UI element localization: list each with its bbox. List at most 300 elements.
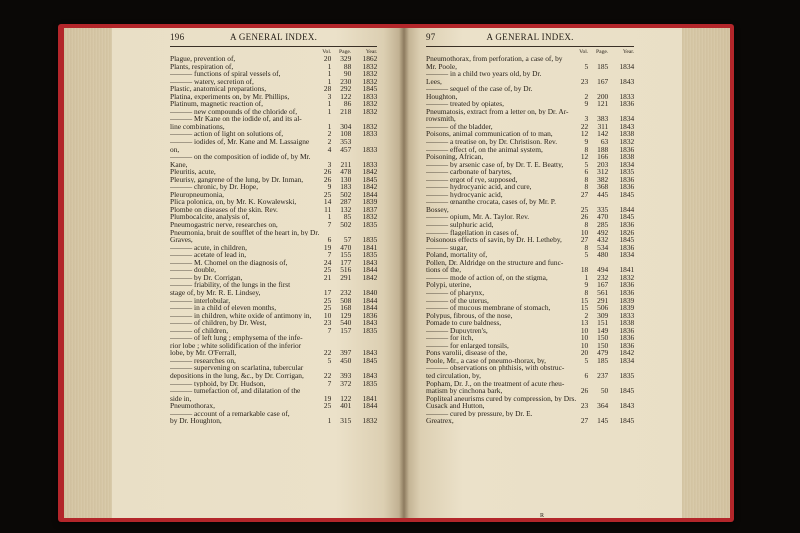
entry-text: ——— of mucous membrane of stomach, (426, 304, 551, 312)
entry-text: ——— hydrocyanic acid, and cure, (426, 183, 532, 191)
running-title: A GENERAL INDEX. (486, 32, 574, 42)
entry-year: 1843 (362, 348, 378, 358)
entry-text: side in, (170, 394, 192, 403)
entry-page: 88 (343, 61, 352, 71)
entry-page: 432 (597, 235, 609, 245)
entry-page: 502 (340, 189, 352, 199)
entry-volume: 15 (580, 295, 589, 305)
entry-year: 1844 (619, 204, 635, 214)
entry-text: ——— sugar, (426, 243, 468, 252)
entry-volume: 7 (327, 220, 332, 230)
entry-volume: 9 (327, 182, 332, 192)
entry-page: 285 (597, 220, 609, 230)
entry-page: 185 (597, 61, 609, 71)
entry-volume: 18 (580, 265, 589, 275)
entry-text: ——— of the uterus, (426, 296, 489, 305)
right-index-text (426, 34, 634, 425)
entry-volume: 12 (580, 129, 589, 139)
entry-text: ——— by Dr. Corrigan, (170, 273, 243, 282)
entry-text: line combinations, (170, 122, 225, 131)
entry-page: 150 (597, 340, 609, 350)
entry-text: Mr. Poole, (426, 62, 458, 71)
entry-page: 292 (340, 84, 352, 94)
entry-volume: 11 (324, 204, 332, 214)
entry-page: 309 (597, 310, 609, 320)
index-entry (426, 78, 634, 86)
entry-text: ——— M. Chomel on the diagnosis of, (170, 258, 288, 267)
entry-volume: 25 (580, 204, 589, 214)
index-entry (170, 357, 377, 365)
entry-year: 1843 (619, 76, 635, 86)
entry-page: 57 (343, 235, 352, 245)
entry-text: rowsmith, (426, 115, 456, 123)
entry-text: ——— observations on phthisis, with obstruc- (426, 364, 565, 372)
entry-year: 1837 (362, 204, 378, 214)
entry-year: 1841 (362, 393, 378, 403)
running-head (170, 34, 377, 45)
entry-text: Graves, (170, 236, 193, 244)
entry-text: ——— interlobular, (170, 296, 231, 305)
entry-text: Kane, (170, 160, 188, 169)
entry-text: ——— by arsenic case of, by Dr. T. E. Beatty, (426, 160, 564, 169)
entry-year: 1834 (619, 61, 635, 71)
entry-page: 211 (340, 159, 352, 169)
entry-text: Polypus, fibrous, of the nose, (426, 311, 513, 320)
entry-year: 1845 (619, 189, 635, 199)
entry-year: 1842 (362, 272, 378, 282)
entry-text: ——— œnanthe crocata, cases of, by Mr. P. (426, 198, 556, 206)
entry-volume: 7 (327, 378, 332, 388)
page-edges (64, 28, 112, 518)
left-index-text (170, 34, 377, 425)
entry-year: 1836 (619, 99, 635, 109)
entry-volume: 7 (327, 325, 332, 335)
entry-year: 1832 (362, 121, 378, 131)
entry-text: ——— for itch, (426, 334, 474, 342)
entry-volume: 20 (323, 54, 332, 63)
entry-page: 353 (340, 137, 352, 147)
entry-text: ——— action of light on solutions of, (170, 130, 284, 139)
entry-year: 1836 (619, 182, 635, 192)
entry-volume: 1 (327, 69, 332, 79)
entry-volume: 9 (584, 99, 589, 109)
entry-page: 311 (597, 121, 609, 131)
entry-page: 445 (597, 189, 609, 199)
entry-volume: 1 (327, 61, 332, 71)
page-number: 97 (426, 32, 436, 42)
entry-volume: 3 (327, 159, 332, 169)
entry-year: 1835 (362, 378, 378, 388)
entry-volume: 14 (323, 197, 332, 207)
entry-text: ——— functions of spiral vessels of, (170, 70, 281, 78)
entry-page: 397 (340, 348, 352, 358)
entry-text: Pneumatosis, extract from a letter on, by Dr. Ar- (426, 107, 569, 116)
entry-year: 1826 (619, 227, 635, 237)
index-entry (426, 191, 634, 199)
entry-year: 1835 (619, 167, 635, 177)
entry-page: 145 (597, 416, 609, 426)
entry-year: 1834 (619, 355, 635, 365)
entry-year: 1838 (619, 318, 635, 328)
entry-year: 1841 (362, 242, 378, 252)
entry-text: Pleurisy, gangrene of the lung, by Dr. Inman, (170, 175, 304, 184)
entry-page: 142 (597, 129, 609, 139)
entry-text: Plants, respiration of, (170, 62, 234, 71)
entry-text: ——— of children, by Dr. West, (170, 319, 267, 327)
page-number: 196 (170, 32, 185, 42)
entry-page: 315 (340, 416, 352, 426)
entry-page: 85 (343, 212, 352, 222)
entry-year: 1836 (619, 220, 635, 230)
entry-year: 1833 (362, 159, 378, 169)
entry-page: 149 (597, 325, 609, 335)
entry-text: ——— for enlarged tonsils, (426, 341, 509, 350)
entry-page: 304 (340, 121, 352, 131)
entry-volume: 25 (323, 265, 332, 275)
entry-volume: 26 (323, 174, 332, 184)
entry-year: 1832 (362, 99, 378, 109)
entry-text: ——— friability, of the lungs in the first (170, 281, 291, 289)
entry-year: 1836 (619, 280, 635, 290)
entry-page: 50 (600, 386, 609, 396)
index-entry (426, 100, 634, 108)
entry-text: ——— chronic, by Dr. Hope, (170, 183, 259, 191)
entry-page: 167 (597, 76, 609, 86)
entry-page: 457 (340, 144, 352, 154)
entry-text: ——— double, (170, 266, 216, 274)
entry-text: Poisons, animal communication of to man, (426, 130, 553, 139)
entry-text: Poole, Mr., a case of pneumo-thorax, by, (426, 356, 546, 365)
entry-volume: 26 (580, 212, 589, 222)
entry-text: on, (170, 145, 180, 154)
header-rule (170, 46, 377, 47)
entry-text: ——— ergot of rye, supposed, (426, 175, 518, 184)
entry-volume: 9 (584, 137, 589, 147)
index-entry (426, 402, 634, 410)
entry-year: 1832 (619, 137, 635, 147)
entry-text: Plombe on diseases of the skin. Rev. (170, 205, 278, 214)
header-rule (426, 46, 634, 47)
entry-text: ——— carbonate of barytes, (426, 168, 512, 176)
entry-volume: 5 (584, 250, 589, 260)
entry-page: 232 (597, 272, 609, 282)
entry-page: 470 (597, 212, 609, 222)
entry-text: Pleuritis, acute, (170, 168, 216, 176)
page-edges (682, 28, 730, 518)
entry-year: 1832 (362, 106, 378, 116)
printer-signature: R (540, 513, 545, 519)
entry-year: 1844 (362, 295, 378, 305)
entry-volume: 28 (323, 84, 332, 94)
entry-page: 470 (340, 242, 352, 252)
entry-year: 1833 (362, 129, 378, 139)
entry-text: Pneumothorax, from perforation, a case of, by (426, 55, 563, 63)
entry-text: Plumbocalcite, analysis of, (170, 213, 250, 222)
entry-page: 218 (340, 106, 352, 116)
entry-text: Houghton, (426, 92, 458, 101)
entry-volume: 8 (584, 174, 589, 184)
entry-year: 1832 (619, 272, 635, 282)
entry-volume: 8 (584, 144, 589, 154)
entry-page: 335 (597, 204, 609, 214)
entry-text: ——— sequel of the case of, by Dr. (426, 85, 533, 93)
entry-text: Plastic, anatomical preparations, (170, 85, 267, 93)
entry-text: ——— Dupuytren's, (426, 326, 488, 335)
entry-page: 63 (600, 137, 609, 147)
entry-year: 1832 (362, 69, 378, 79)
entry-text: Pneumonia, bruit de soufflet of the heart in, by Dr. (170, 228, 320, 237)
entry-volume: 2 (584, 91, 589, 101)
index-entry (426, 63, 634, 71)
entry-year: 1844 (362, 189, 378, 199)
entry-text: ——— cured by pressure, by Dr. E. (426, 409, 533, 418)
entry-page: 177 (340, 257, 352, 267)
entry-year: 1844 (362, 401, 378, 411)
entry-text: ——— a treatise on, by Dr. Christison. Rev. (426, 138, 558, 146)
entry-text: ——— of the bladder, (426, 122, 493, 131)
entry-page: 401 (340, 401, 352, 411)
entry-text: Platina, experiments on, by Mr. Phillips, (170, 92, 290, 101)
running-head (426, 34, 634, 45)
entry-volume: 22 (580, 121, 589, 131)
entry-page: 478 (340, 167, 352, 177)
entry-text: Lees, (426, 77, 442, 86)
entry-year: 1833 (362, 144, 378, 154)
entry-page: 312 (597, 167, 609, 177)
entry-year: 1838 (619, 129, 635, 139)
entry-page: 203 (597, 159, 609, 169)
entry-year: 1843 (619, 401, 635, 411)
entry-volume: 8 (584, 220, 589, 230)
entry-text: ——— typhoid, by Dr. Hudson, (170, 379, 266, 388)
entry-year: 1844 (362, 265, 378, 275)
entry-text: Greatrex, (426, 417, 454, 425)
entry-year: 1845 (362, 84, 378, 94)
entry-year: 1832 (362, 76, 378, 86)
entry-text: Platinum, magnetic reaction of, (170, 100, 263, 108)
entry-volume: 10 (580, 227, 589, 237)
entry-text: tions of the, (426, 266, 462, 274)
entry-year: 1843 (362, 370, 378, 380)
entry-page: 108 (340, 129, 352, 139)
entry-volume: 27 (580, 189, 589, 199)
entry-page: 506 (597, 303, 609, 313)
entry-volume: 21 (323, 272, 332, 282)
entry-page: 329 (340, 54, 352, 63)
entry-year: 1836 (619, 144, 635, 154)
entry-volume: 1 (327, 212, 332, 222)
entry-year: 1833 (362, 91, 378, 101)
entry-text: Pomade to cure baldness, (426, 319, 502, 327)
entry-page: 372 (340, 378, 352, 388)
entry-page: 150 (597, 333, 609, 343)
entry-text: Poland, mortality of, (426, 251, 488, 259)
index-entry (170, 327, 377, 335)
entry-page: 167 (597, 280, 609, 290)
entry-volume: 6 (584, 167, 589, 177)
col-vol: Vol. (322, 49, 332, 55)
entry-year: 1832 (362, 212, 378, 222)
entry-page: 168 (340, 303, 352, 313)
entry-year: 1843 (619, 121, 635, 131)
entry-year: 1844 (362, 303, 378, 313)
entry-page: 166 (597, 152, 609, 162)
entry-volume: 1 (327, 76, 332, 86)
entry-volume: 25 (323, 401, 332, 411)
entry-volume: 26 (323, 167, 332, 177)
entry-text: ——— new compounds of the chloride of, (170, 107, 298, 116)
entry-text: ——— acute, in children, (170, 243, 247, 252)
entry-text: ——— sulphuric acid, (426, 221, 494, 229)
index-entry (170, 108, 377, 116)
entry-text: Plague, prevention of, (170, 55, 236, 63)
entry-volume: 23 (323, 318, 332, 328)
entry-year: 1836 (619, 340, 635, 350)
entry-year: 1862 (362, 54, 378, 63)
index-entries (170, 55, 377, 425)
entry-page: 287 (340, 197, 352, 207)
entry-volume: 8 (584, 182, 589, 192)
entry-volume: 6 (584, 370, 589, 380)
index-entries (426, 55, 634, 425)
col-page: Page. (339, 49, 352, 55)
entry-text: ——— of left lung ; emphysema of the infe- (170, 334, 303, 342)
entry-year: 1836 (619, 242, 635, 252)
entry-page: 232 (340, 287, 352, 297)
entry-volume: 19 (323, 242, 332, 252)
entry-text: ——— effect of, on the animal system, (426, 145, 543, 154)
entry-year: 1836 (619, 325, 635, 335)
entry-text: Pleuropneumonia, (170, 190, 224, 199)
entry-text: Pollen, Dr. Aldridge on the structure and func- (426, 258, 564, 267)
entry-year: 1836 (362, 310, 378, 320)
entry-year: 1845 (362, 355, 378, 365)
entry-volume: 5 (584, 355, 589, 365)
entry-year: 1839 (619, 303, 635, 313)
entry-text: ——— Mr Kane on the iodide of, and its al- (170, 115, 302, 123)
entry-text: ——— on the composition of iodide of, by Mr. (170, 153, 311, 161)
entry-page: 561 (597, 287, 609, 297)
entry-year: 1839 (362, 197, 378, 207)
entry-volume: 8 (584, 287, 589, 297)
entry-year: 1833 (619, 91, 635, 101)
entry-text: ——— of pharynx, (426, 288, 485, 297)
entry-volume: 5 (327, 355, 332, 365)
entry-page: 188 (597, 144, 609, 154)
entry-year: 1845 (619, 212, 635, 222)
entry-text: ——— watery, secretion of, (170, 77, 254, 86)
entry-year: 1842 (362, 167, 378, 177)
entry-year: 1843 (362, 257, 378, 267)
entry-page: 129 (340, 310, 352, 320)
entry-year: 1838 (619, 152, 635, 162)
index-entry (426, 417, 634, 425)
entry-volume: 19 (323, 393, 332, 403)
entry-page: 450 (340, 355, 352, 365)
entry-page: 132 (340, 204, 352, 214)
entry-year: 1843 (362, 318, 378, 328)
entry-volume: 1 (327, 99, 332, 109)
entry-volume: 1 (327, 121, 332, 131)
index-entry (426, 387, 634, 395)
entry-volume: 12 (580, 152, 589, 162)
entry-page: 155 (340, 250, 352, 260)
entry-volume: 10 (580, 340, 589, 350)
entry-text: rior lobe ; white solidification of the inferior (170, 341, 302, 350)
entry-page: 382 (597, 174, 609, 184)
entry-volume: 2 (327, 137, 332, 147)
entry-year: 1836 (619, 333, 635, 343)
entry-year: 1845 (362, 174, 378, 184)
entry-text: stage of, by Mr. R. E. Lindsey, (170, 288, 261, 297)
entry-text: ——— iodides of, Mr. Kane and M. Lassaigne (170, 138, 310, 146)
entry-year: 1834 (619, 159, 635, 169)
entry-text: Cusack and Hutton, (426, 402, 485, 410)
col-page: Page. (595, 49, 609, 55)
entry-volume: 2 (327, 129, 332, 139)
entry-volume: 8 (584, 242, 589, 252)
entry-text: Popham, Dr. J., on the treatment of acute rheu- (426, 379, 565, 388)
entry-volume: 3 (584, 114, 589, 124)
index-entry (170, 417, 377, 425)
entry-text: ——— treated by opiates, (426, 100, 504, 108)
entry-volume: 9 (584, 280, 589, 290)
entry-volume: 23 (580, 76, 589, 86)
entry-page: 492 (597, 227, 609, 237)
entry-volume: 26 (580, 386, 589, 396)
entry-text: ——— in a child of eleven months, (170, 304, 277, 312)
col-year: Year. (365, 49, 378, 55)
entry-year: 1845 (619, 235, 635, 245)
entry-year: 1845 (619, 386, 635, 396)
entry-volume: 25 (323, 295, 332, 305)
entry-page: 200 (597, 91, 609, 101)
entry-volume: 10 (580, 325, 589, 335)
entry-text: ——— opium, Mr. A. Taylor. Rev. (426, 213, 530, 222)
entry-year: 1834 (619, 250, 635, 260)
entry-text: depositions in the lung, &c., by Dr. Corrigan, (170, 371, 304, 380)
entry-year: 1832 (362, 61, 378, 71)
entry-page: 183 (340, 182, 352, 192)
index-entry (426, 251, 634, 259)
index-entry (170, 274, 377, 282)
entry-year: 1835 (619, 370, 635, 380)
entry-page: 393 (340, 370, 352, 380)
entry-text: ——— account of a remarkable case of, (170, 409, 290, 418)
index-entry (170, 221, 377, 229)
running-title: A GENERAL INDEX. (230, 32, 318, 42)
entry-text: by Dr. Houghton, (170, 417, 222, 425)
entry-year: 1842 (619, 348, 635, 358)
entry-volume: 1 (584, 272, 589, 282)
book-gutter (399, 28, 409, 518)
entry-volume: 1 (327, 106, 332, 116)
index-entry (426, 357, 634, 365)
entry-text: matism by cinchona bark, (426, 387, 503, 395)
entry-year: 1835 (362, 325, 378, 335)
entry-volume: 13 (580, 318, 589, 328)
entry-text: ——— acetate of lead in, (170, 251, 247, 259)
entry-page: 185 (597, 355, 609, 365)
entry-page: 494 (597, 265, 609, 275)
entry-page: 122 (340, 91, 352, 101)
entry-page: 291 (597, 295, 609, 305)
entry-text: ——— supervening on scarlatina, tubercular (170, 364, 304, 372)
entry-text: ——— in a child two years old, by Dr. (426, 70, 542, 78)
entry-text: Bossey, (426, 205, 449, 214)
entry-year: 1834 (619, 114, 635, 124)
entry-volume: 24 (323, 257, 332, 267)
